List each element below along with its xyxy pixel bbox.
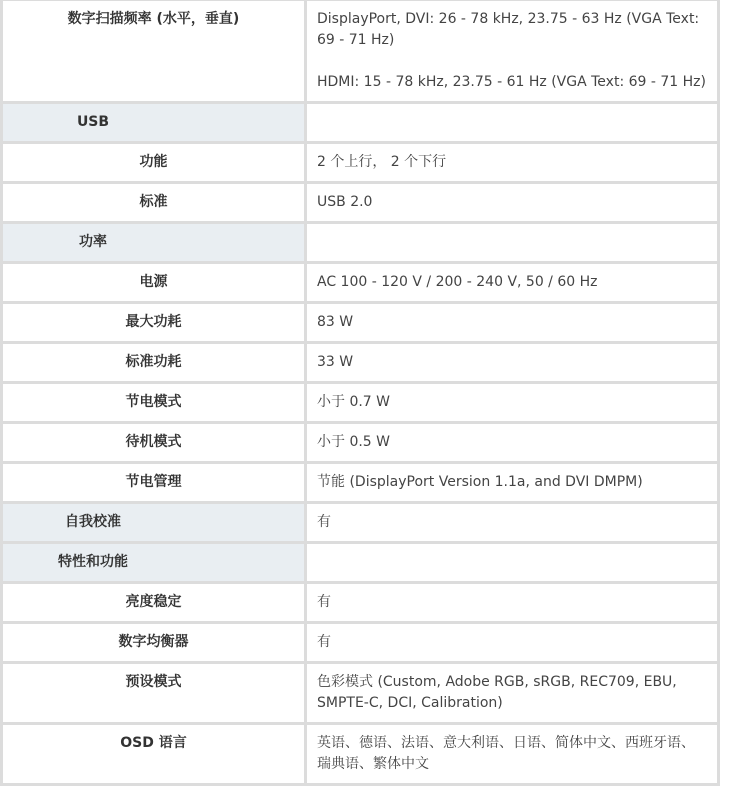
row-value xyxy=(307,1,717,101)
spec-section-power xyxy=(3,224,717,261)
spec-row-osd-language xyxy=(3,725,717,783)
row-label: 节电模式 xyxy=(3,384,304,421)
row-value xyxy=(307,544,717,581)
row-label: 标准功耗 xyxy=(3,344,304,381)
row-value-line: DisplayPort, DVI: 26 - 78 kHz, 23.75 - 63 Hz (VGA Text: 69 - 71 Hz) xyxy=(317,11,700,48)
spec-table-body xyxy=(3,1,717,783)
row-value: AC 100 - 120 V / 200 - 240 V, 50 / 60 Hz xyxy=(307,264,717,301)
spec-row-standby xyxy=(3,424,717,461)
row-value: 2 个上行， 2 个下行 xyxy=(307,144,717,181)
row-value: 小于 0.5 W xyxy=(307,424,717,461)
spec-row-usb-standard xyxy=(3,184,717,221)
row-label: 数字扫描频率 (水平，垂直) xyxy=(3,1,304,101)
row-label: 电源 xyxy=(3,264,304,301)
row-label: 待机模式 xyxy=(3,424,304,461)
row-label: OSD 语言 xyxy=(3,725,304,783)
spec-row-digital-equalizer xyxy=(3,624,717,661)
spec-row-scan-frequency xyxy=(3,1,717,101)
spec-section-usb xyxy=(3,104,717,141)
section-label: USB xyxy=(3,104,304,141)
row-value: USB 2.0 xyxy=(307,184,717,221)
row-label: 标准 xyxy=(3,184,304,221)
row-value xyxy=(307,224,717,261)
spec-row-usb-function xyxy=(3,144,717,181)
section-label: 功率 xyxy=(3,224,304,261)
section-label: 自我校准 xyxy=(3,504,304,541)
spec-row-power-management xyxy=(3,464,717,501)
row-value: 有 xyxy=(307,584,717,621)
row-value: 有 xyxy=(307,504,717,541)
row-label: 数字均衡器 xyxy=(3,624,304,661)
row-value: 小于 0.7 W xyxy=(307,384,717,421)
row-label: 最大功耗 xyxy=(3,304,304,341)
section-label: 特性和功能 xyxy=(3,544,304,581)
row-value: 节能 (DisplayPort Version 1.1a, and DVI DMPM) xyxy=(307,464,717,501)
row-label: 亮度稳定 xyxy=(3,584,304,621)
row-value-line: HDMI: 15 - 78 kHz, 23.75 - 61 Hz (VGA Text: 69 - 71 Hz) xyxy=(317,74,706,90)
spec-row-max-power xyxy=(3,304,717,341)
row-value: 色彩模式 (Custom, Adobe RGB, sRGB, REC709, EBU, SMPTE-C, DCI, Calibration) xyxy=(307,664,717,722)
spec-row-typical-power xyxy=(3,344,717,381)
spec-section-self-calibration xyxy=(3,504,717,541)
row-value xyxy=(307,104,717,141)
row-value: 有 xyxy=(307,624,717,661)
row-label: 预设模式 xyxy=(3,664,304,722)
spec-row-power-saving xyxy=(3,384,717,421)
row-value: 33 W xyxy=(307,344,717,381)
row-value: 83 W xyxy=(307,304,717,341)
spec-row-power-supply xyxy=(3,264,717,301)
spec-row-preset-modes xyxy=(3,664,717,722)
spec-section-features xyxy=(3,544,717,581)
row-label: 功能 xyxy=(3,144,304,181)
spec-row-brightness-stabilization xyxy=(3,584,717,621)
row-label: 节电管理 xyxy=(3,464,304,501)
row-value: 英语、德语、法语、意大利语、日语、简体中文、西班牙语、瑞典语、繁体中文 xyxy=(307,725,717,783)
